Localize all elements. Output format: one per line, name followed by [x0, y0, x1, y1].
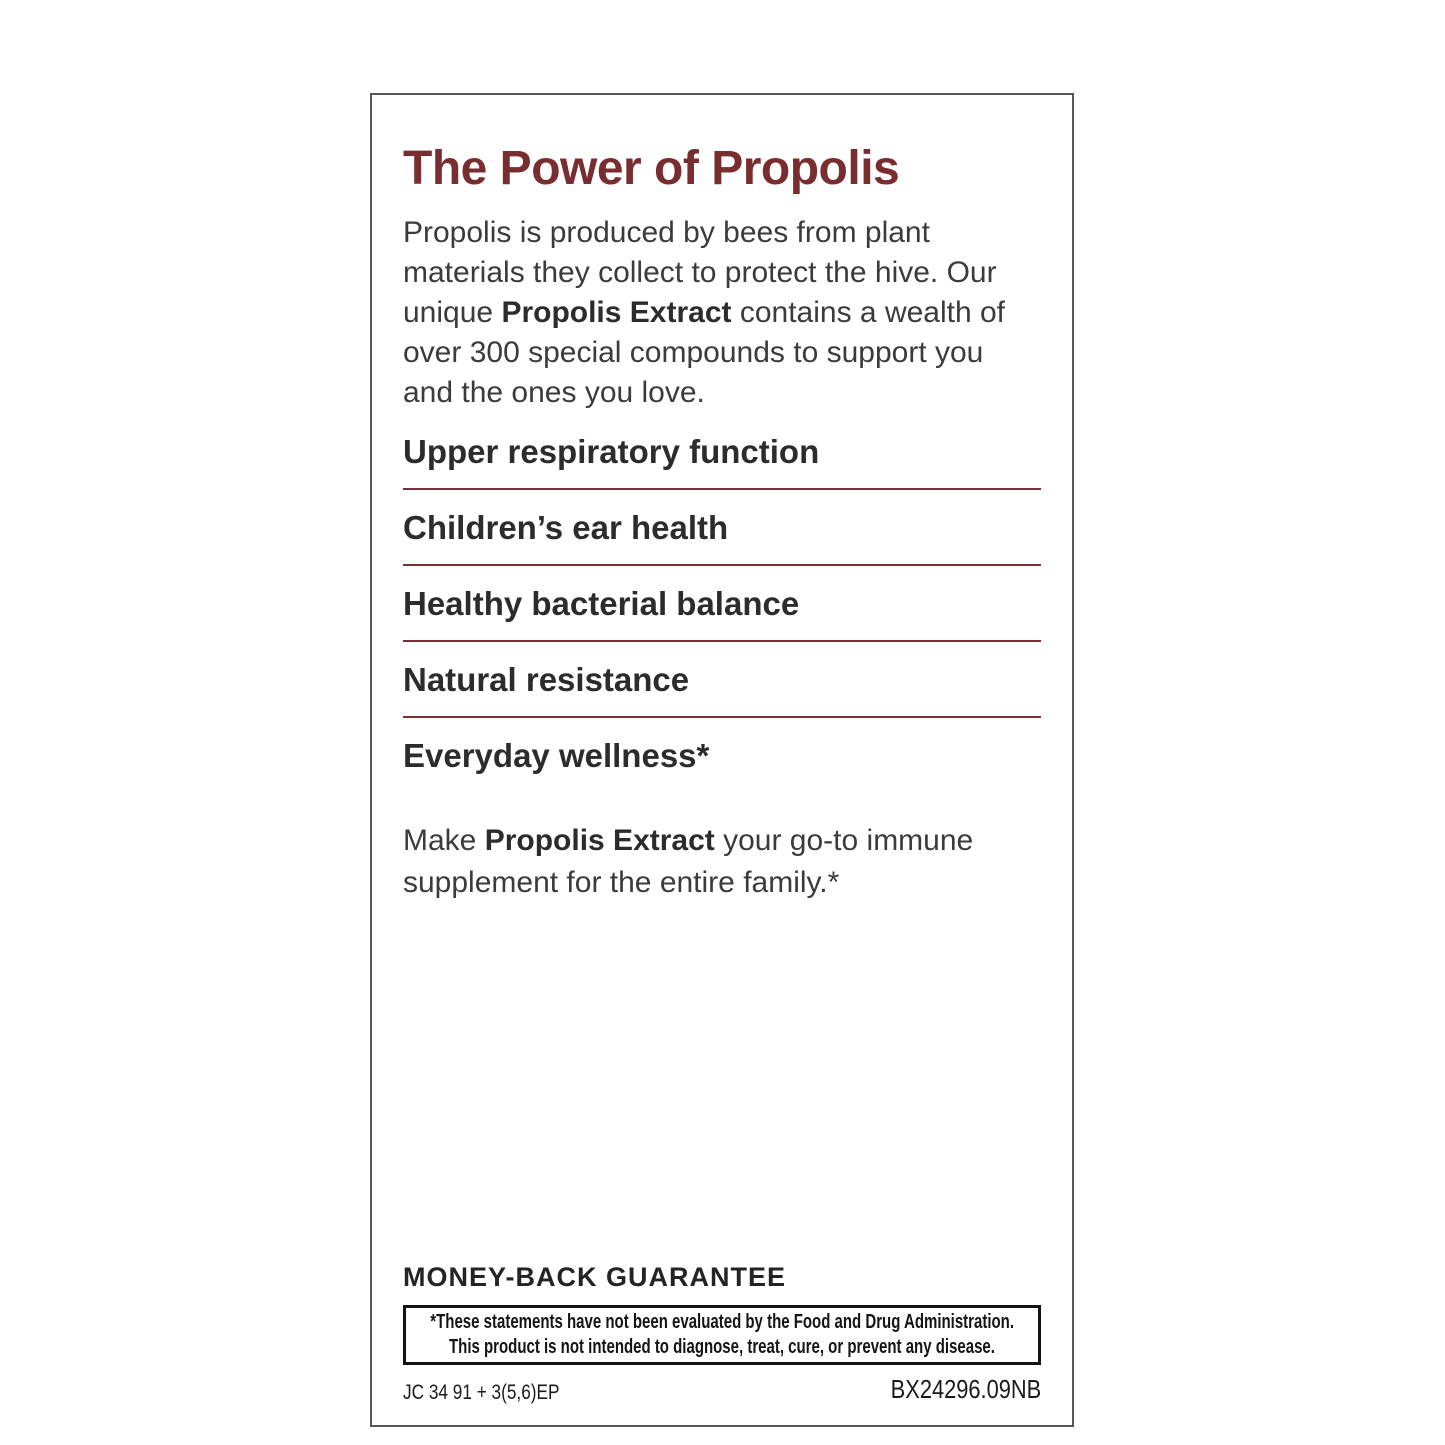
- intro-text-pre: Propolis is produced by bees from plant materials they collect to protect the hive. Our unique: [403, 216, 997, 329]
- fda-disclaimer-box: [403, 1305, 1041, 1365]
- intro-paragraph: [403, 213, 1041, 413]
- intro-product-name-bold: Propolis Extract: [501, 296, 732, 329]
- cta-text-post: your go-to immune supplement for the entire family.*: [403, 824, 974, 899]
- intro-text-post: contains a wealth of over 300 special compounds to support you and the ones you love.: [403, 296, 1006, 409]
- benefit-item-upper-respiratory: Upper respiratory function: [403, 434, 1041, 490]
- benefit-item-bacterial-balance: Healthy bacterial balance: [403, 586, 1041, 642]
- benefit-item-natural-resistance: Natural resistance: [403, 662, 1041, 718]
- benefit-item-everyday-wellness: Everyday wellness*: [403, 737, 710, 774]
- propolis-info-panel: [370, 93, 1074, 1427]
- cta-text-pre: Make: [403, 824, 485, 857]
- lot-code-right: BX24296.09NB: [890, 1374, 1041, 1404]
- cta-paragraph: [403, 820, 1041, 904]
- benefit-item-childrens-ear-health: Children’s ear health: [403, 510, 1041, 566]
- fda-disclaimer-line-2: This product is not intended to diagnose, treat, cure, or prevent any disease.: [449, 1336, 995, 1358]
- lot-code-left: JC 34 91 + 3(5,6)EP: [403, 1381, 560, 1404]
- cta-product-name-bold: Propolis Extract: [484, 824, 715, 857]
- benefits-list: [403, 434, 1041, 774]
- fda-disclaimer-line-1: *These statements have not been evaluated by the Food and Drug Administration.: [430, 1311, 1014, 1333]
- panel-title: The Power of Propolis: [403, 142, 900, 195]
- money-back-guarantee-heading: MONEY-BACK GUARANTEE: [403, 1262, 787, 1292]
- lot-code-row: [403, 1374, 1041, 1405]
